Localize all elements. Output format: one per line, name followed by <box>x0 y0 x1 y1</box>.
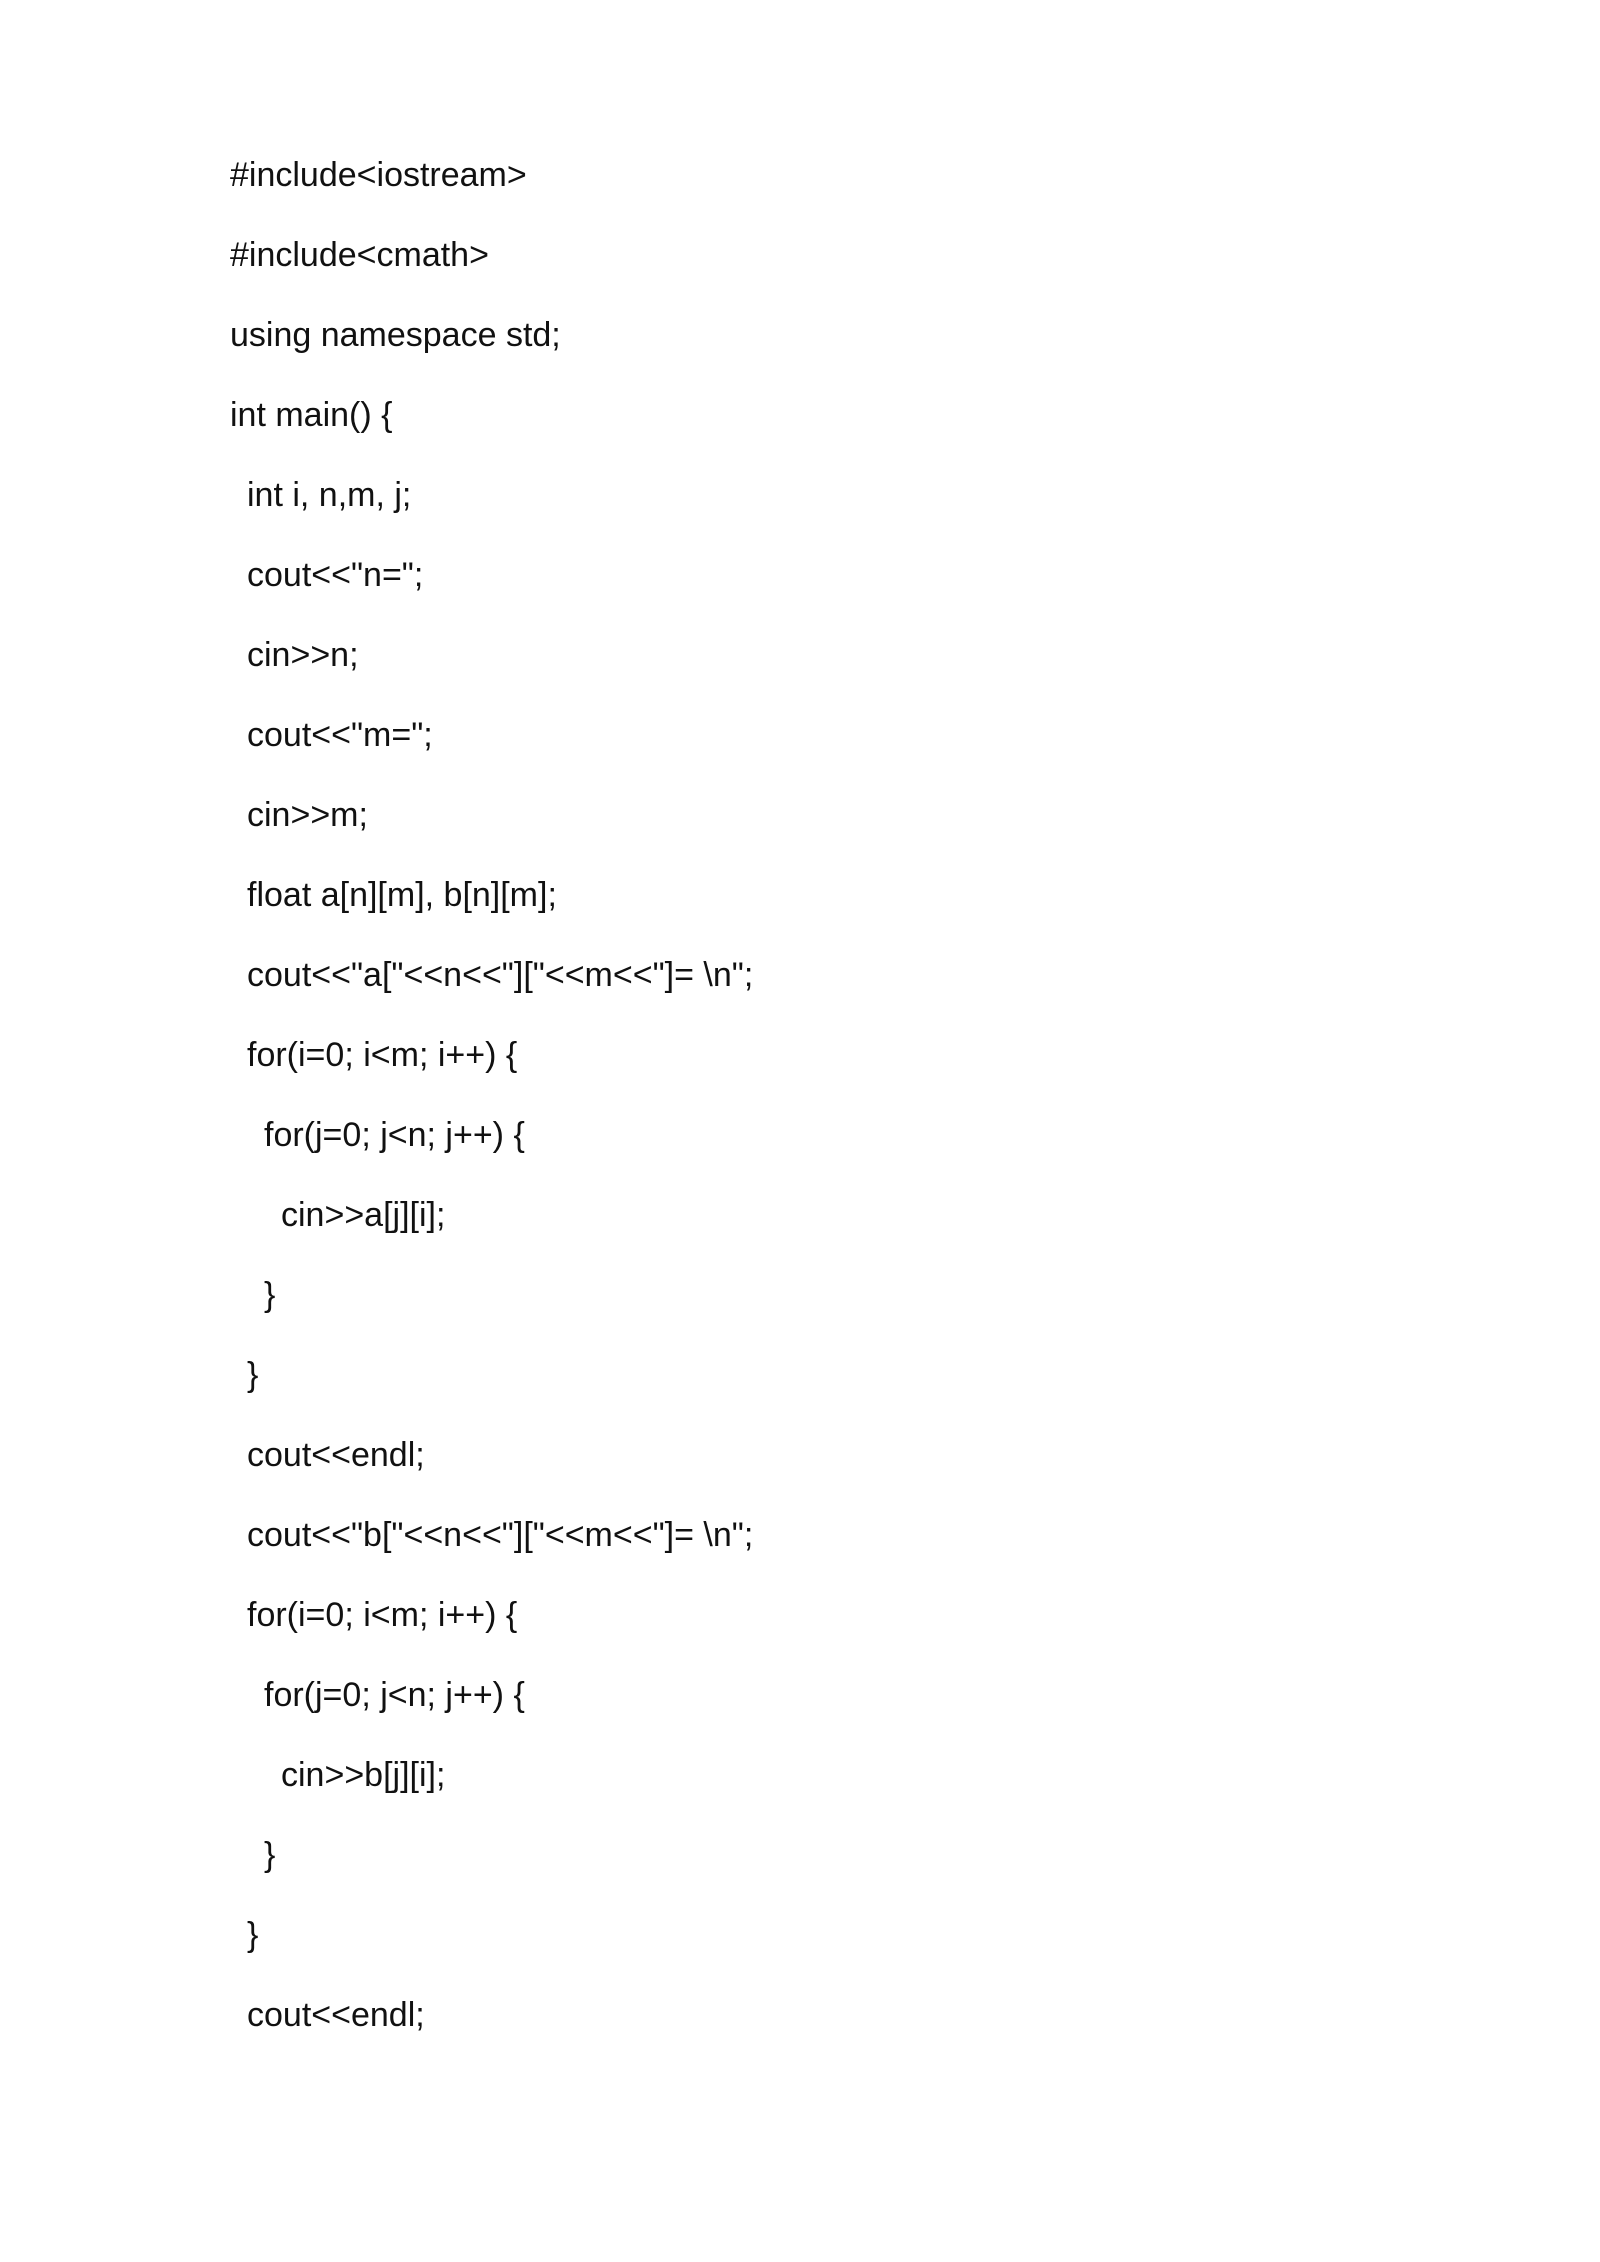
code-line: #include<iostream> <box>230 156 527 194</box>
code-line: float a[n][m], b[n][m]; <box>247 876 557 914</box>
code-line: cout<<endl; <box>247 1996 425 2034</box>
code-line: cout<<"m="; <box>247 716 433 754</box>
code-line: for(j=0; j<n; j++) { <box>264 1676 525 1714</box>
code-line: } <box>264 1276 276 1314</box>
code-line: } <box>247 1356 259 1394</box>
code-line: for(j=0; j<n; j++) { <box>264 1116 525 1154</box>
code-line: for(i=0; i<m; i++) { <box>247 1036 518 1074</box>
code-line: cin>>m; <box>247 796 368 834</box>
code-line: #include<cmath> <box>230 236 489 274</box>
code-line: cout<<endl; <box>247 1436 425 1474</box>
code-line: using namespace std; <box>230 316 561 354</box>
code-line: cin>>n; <box>247 636 359 674</box>
code-line: int i, n,m, j; <box>247 476 412 514</box>
code-line: for(i=0; i<m; i++) { <box>247 1596 518 1634</box>
code-line: cout<<"n="; <box>247 556 424 594</box>
code-line: } <box>247 1916 259 1954</box>
code-line: cout<<"a["<<n<<"]["<<m<<"]= \n"; <box>247 956 754 994</box>
code-line: int main() { <box>230 396 393 434</box>
code-listing <box>230 148 753 2068</box>
code-line: } <box>264 1836 276 1874</box>
code-line: cin>>b[j][i]; <box>281 1756 446 1794</box>
code-line: cin>>a[j][i]; <box>281 1196 446 1234</box>
code-line: cout<<"b["<<n<<"]["<<m<<"]= \n"; <box>247 1516 754 1554</box>
